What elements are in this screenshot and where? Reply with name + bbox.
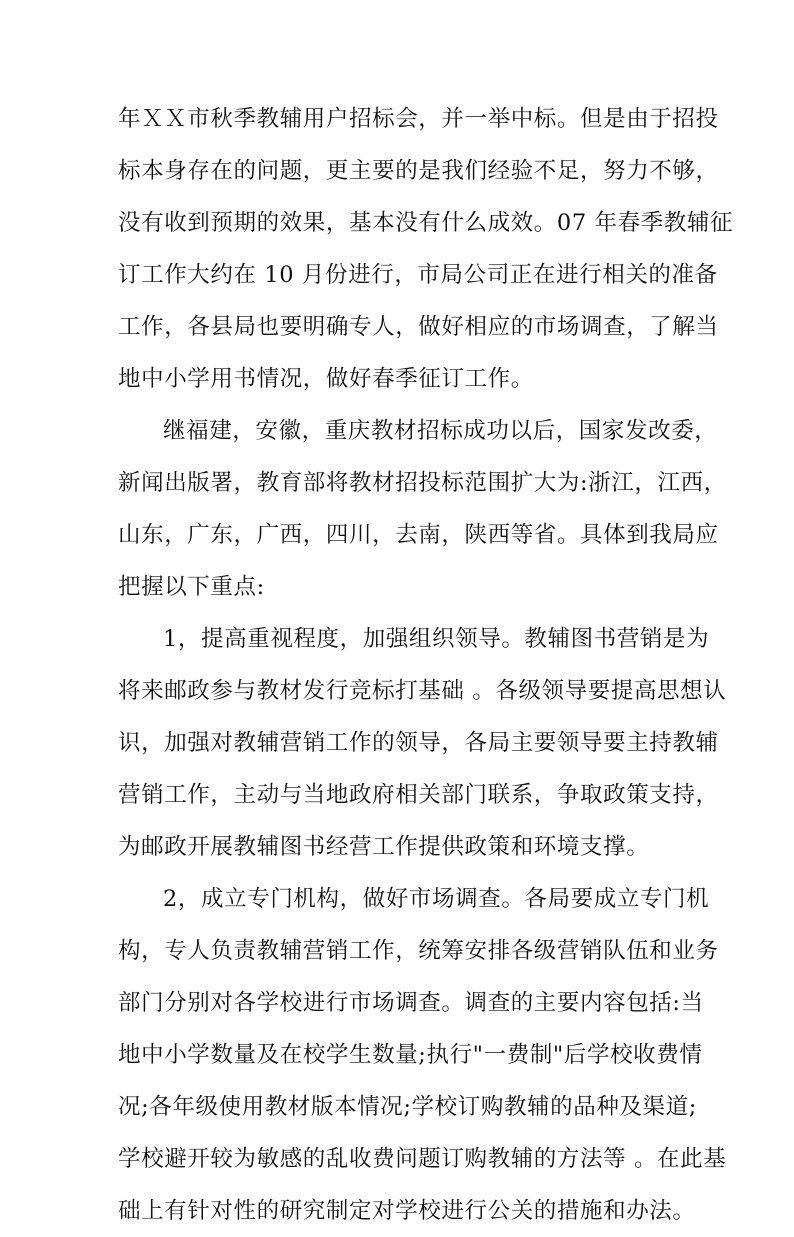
text-line: 工作，各县局也要明确专人，做好相应的市场调查，了解当 bbox=[118, 314, 719, 340]
text-line: 没有收到预期的效果，基本没有什么成效。07 年春季教辅征 bbox=[118, 210, 734, 236]
paragraph-first-line: 2，成立专门机构，做好市场调查。各局要成立专门机 bbox=[163, 886, 710, 912]
text-line: 年ＸＸ市秋季教辅用户招标会，并一举中标。但是由于招投 bbox=[118, 106, 719, 132]
text-line: 订工作大约在 10 月份进行，市局公司正在进行相关的准备 bbox=[118, 262, 718, 288]
text-line: 础上有针对性的研究制定对学校进行公关的措施和办法。 bbox=[118, 1198, 696, 1224]
text-line: 新闻出版署，教育部将教材招投标范围扩大为:浙江，江西， bbox=[118, 470, 727, 496]
text-line: 识，加强对教辅营销工作的领导，各局主要领导要主持教辅 bbox=[118, 730, 719, 756]
text-line: 地中小学数量及在校学生数量;执行"一费制"后学校收费情 bbox=[118, 1042, 703, 1068]
text-line: 标本身存在的问题，更主要的是我们经验不足，努力不够， bbox=[118, 158, 719, 184]
text-line: 况;各年级使用教材版本情况;学校订购教辅的品种及渠道; bbox=[118, 1094, 697, 1120]
text-line: 地中小学用书情况，做好春季征订工作。 bbox=[118, 366, 534, 392]
text-line: 山东，广东，广西，四川，去南，陕西等省。具体到我局应 bbox=[118, 522, 719, 548]
text-line: 把握以下重点: bbox=[118, 574, 265, 600]
paragraph-first-line: 继福建，安徽，重庆教材招标成功以后，国家发改委， bbox=[163, 418, 718, 444]
paragraph-first-line: 1，提高重视程度，加强组织领导。教辅图书营销是为 bbox=[163, 626, 710, 652]
text-line: 部门分别对各学校进行市场调查。调查的主要内容包括:当 bbox=[118, 990, 704, 1016]
text-line: 学校避开较为敏感的乱收费问题订购教辅的方法等 。在此基 bbox=[118, 1146, 727, 1172]
text-line: 营销工作，主动与当地政府相关部门联系，争取政策支持， bbox=[118, 782, 719, 808]
text-line: 为邮政开展教辅图书经营工作提供政策和环境支撑。 bbox=[118, 834, 650, 860]
text-line: 将来邮政参与教材发行竞标打基础 。各级领导要提高思想认 bbox=[118, 678, 727, 704]
document-body bbox=[118, 93, 734, 1237]
text-line: 构，专人负责教辅营销工作，统筹安排各级营销队伍和业务 bbox=[118, 938, 719, 964]
